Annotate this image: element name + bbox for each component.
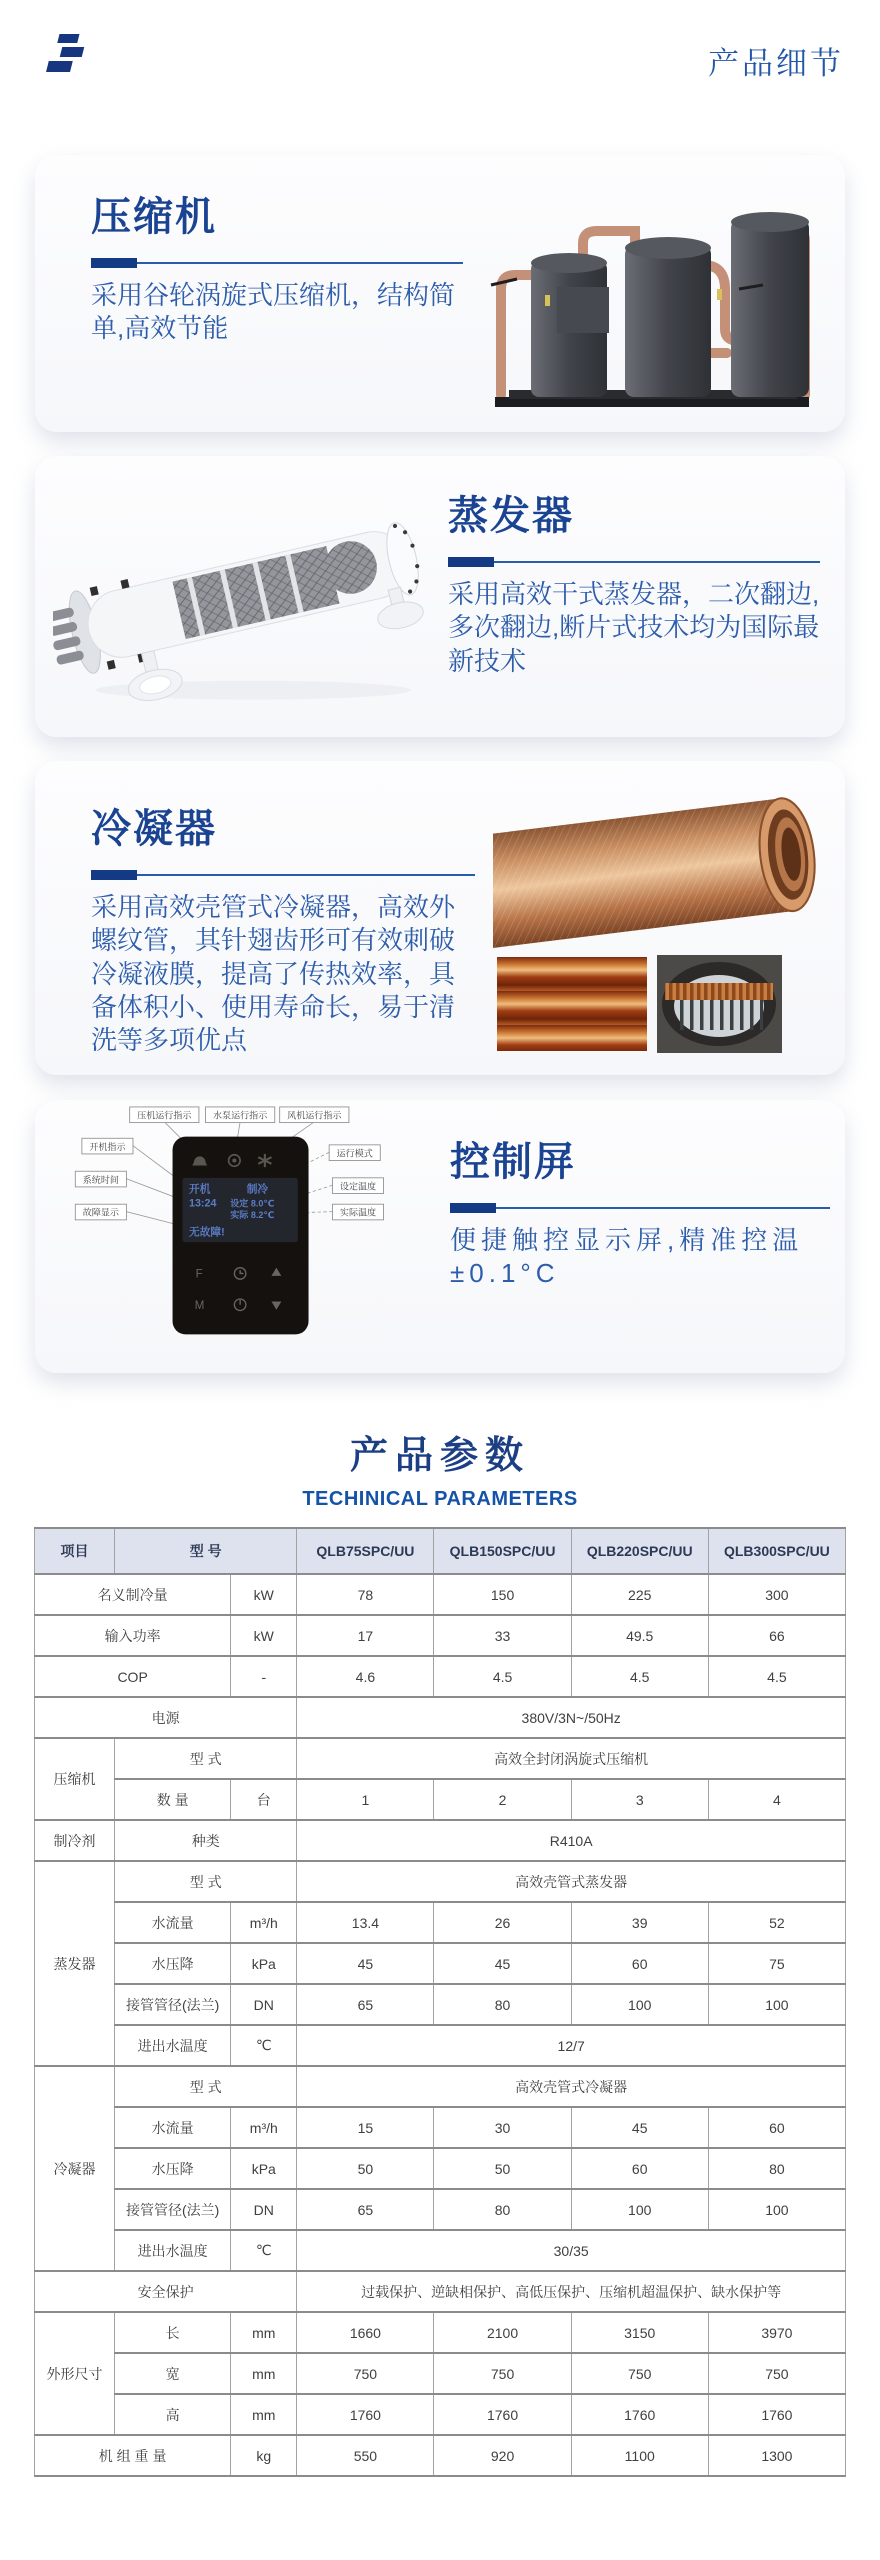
section-title-control: 控制屏 <box>450 1140 576 1184</box>
value-cell: 1760 <box>708 2394 845 2435</box>
top-bar <box>0 0 880 110</box>
screen-mode: 制冷 <box>246 1183 269 1196</box>
callout-fan-run: 风机运行指示 <box>287 1110 342 1121</box>
value-cell: 12/7 <box>297 2025 846 2066</box>
param-name-cell: 型 式 <box>115 1861 297 1902</box>
section-divider <box>91 262 463 264</box>
value-cell: 1660 <box>297 2312 434 2353</box>
unit-cell: kPa <box>231 1943 297 1984</box>
param-name-cell: 高 <box>115 2394 231 2435</box>
page-title: 产品细节 <box>708 46 844 81</box>
param-name-cell: 机 组 重 量 <box>35 2435 231 2476</box>
unit-cell: kW <box>231 1615 297 1656</box>
value-cell: 750 <box>297 2353 434 2394</box>
unit-cell: kW <box>231 1574 297 1615</box>
value-cell: 100 <box>571 2189 708 2230</box>
section-desc-evaporator: 采用高效干式蒸发器，二次翻边,多次翻边,断片式技术均为国际最新技术 <box>448 579 820 676</box>
value-cell: 33 <box>434 1615 571 1656</box>
value-cell: R410A <box>297 1820 846 1861</box>
value-cell: 2100 <box>434 2312 571 2353</box>
value-cell: 1760 <box>297 2394 434 2435</box>
table-row-evaporator-water-temp <box>35 2025 846 2066</box>
unit-cell: m³/h <box>231 1902 297 1943</box>
unit-cell: DN <box>231 1984 297 2025</box>
value-cell: 1 <box>297 1779 434 1820</box>
value-cell: 39 <box>571 1902 708 1943</box>
value-cell: 45 <box>297 1943 434 1984</box>
table-row-condenser-type <box>35 2066 846 2107</box>
screen-time: 13:24 <box>189 1197 217 1210</box>
callout-pump-run: 水泵运行指示 <box>212 1110 268 1121</box>
copper-tube-closeup-image <box>497 957 647 1051</box>
value-cell: 1760 <box>434 2394 571 2435</box>
param-name-cell: 接管管径(法兰) <box>115 2189 231 2230</box>
unit-cell: kg <box>231 2435 297 2476</box>
section-desc-control: 便捷触控显示屏,精准控温±0.1°C <box>450 1225 804 1289</box>
f-button: F <box>195 1268 203 1281</box>
value-cell: 750 <box>708 2353 845 2394</box>
section-desc-condenser: 采用高效壳管式冷凝器，高效外螺纹管，其针翅齿形可有效刺破冷凝液膜，提高了传热效率，具备体积小、使用寿命长，易于清洗等多项优点 <box>91 892 456 1056</box>
group-cell: 冷凝器 <box>35 2066 115 2271</box>
unit-cell: - <box>231 1656 297 1697</box>
value-cell: 225 <box>571 1574 708 1615</box>
unit-cell: ℃ <box>231 2230 297 2271</box>
value-cell: 45 <box>571 2107 708 2148</box>
value-cell: 80 <box>434 2189 571 2230</box>
unit-cell: ℃ <box>231 2025 297 2066</box>
value-cell: 100 <box>571 1984 708 2025</box>
value-cell: 52 <box>708 1902 845 1943</box>
value-cell: 高效壳管式冷凝器 <box>297 2066 846 2107</box>
brand-logo-icon <box>44 32 86 83</box>
param-name-cell: 进出水温度 <box>115 2025 231 2066</box>
evaporator-card <box>35 456 845 737</box>
table-row-compressor-qty <box>35 1779 846 1820</box>
value-cell: 15 <box>297 2107 434 2148</box>
header-cell: QLB220SPC/UU <box>571 1528 708 1574</box>
compressor-card <box>35 155 845 432</box>
table-row-dimension-length <box>35 2312 846 2353</box>
tube-end-view-image <box>657 955 782 1058</box>
value-cell: 高效全封闭涡旋式压缩机 <box>297 1738 846 1779</box>
value-cell: 4.5 <box>434 1656 571 1697</box>
value-cell: 150 <box>434 1574 571 1615</box>
screen-actual-temp: 实际 8.2℃ <box>230 1210 275 1221</box>
value-cell: 78 <box>297 1574 434 1615</box>
value-cell: 3970 <box>708 2312 845 2353</box>
value-cell: 17 <box>297 1615 434 1656</box>
value-cell: 30 <box>434 2107 571 2148</box>
value-cell: 45 <box>434 1943 571 1984</box>
parameters-title-cn: 产品参数 <box>349 1435 530 1477</box>
table-row-evaporator-pipe <box>35 1984 846 2025</box>
group-cell: 压缩机 <box>35 1738 115 1820</box>
callout-actual-temp: 实际温度 <box>339 1207 377 1218</box>
section-divider <box>450 1207 830 1209</box>
value-cell: 4.5 <box>571 1656 708 1697</box>
callout-power-on: 开机指示 <box>89 1141 126 1152</box>
param-name-cell: 名义制冷量 <box>35 1574 231 1615</box>
value-cell: 380V/3N~/50Hz <box>297 1697 846 1738</box>
value-cell: 750 <box>434 2353 571 2394</box>
value-cell: 1100 <box>571 2435 708 2476</box>
header-cell: 项目 <box>35 1528 115 1574</box>
table-row-cop <box>35 1656 846 1697</box>
table-header-row <box>35 1528 846 1574</box>
value-cell: 4.6 <box>297 1656 434 1697</box>
param-name-cell: 进出水温度 <box>115 2230 231 2271</box>
section-title-compressor: 压缩机 <box>91 195 217 239</box>
m-button: M <box>194 1299 205 1312</box>
header-cell: QLB150SPC/UU <box>434 1528 571 1574</box>
value-cell: 100 <box>708 1984 845 2025</box>
table-row-dimension-height <box>35 2394 846 2435</box>
value-cell: 80 <box>434 1984 571 2025</box>
param-name-cell: 数 量 <box>115 1779 231 1820</box>
parameters-title-en: TECHINICAL PARAMETERS <box>302 1488 578 1510</box>
table-row-compressor-type <box>35 1738 846 1779</box>
table-row-weight <box>35 2435 846 2476</box>
table-row-input-power <box>35 1615 846 1656</box>
section-divider <box>91 874 475 876</box>
param-name-cell: 接管管径(法兰) <box>115 1984 231 2025</box>
unit-cell: 台 <box>231 1779 297 1820</box>
table-row-power-supply <box>35 1697 846 1738</box>
screen-status: 开机 <box>189 1183 211 1196</box>
parameters-header <box>0 1424 880 1511</box>
param-name-cell: 水流量 <box>115 2107 231 2148</box>
value-cell: 60 <box>708 2107 845 2148</box>
section-desc-compressor: 采用谷轮涡旋式压缩机，结构简单,高效节能 <box>91 280 456 344</box>
value-cell: 高效壳管式蒸发器 <box>297 1861 846 1902</box>
value-cell: 60 <box>571 1943 708 1984</box>
callout-compressor-run: 压机运行指示 <box>137 1110 192 1121</box>
callout-set-temp: 设定温度 <box>339 1181 377 1192</box>
table-row-evaporator-flow <box>35 1902 846 1943</box>
condenser-tube-image <box>493 787 823 957</box>
table-row-condenser-pipe <box>35 2189 846 2230</box>
header-cell: 型 号 <box>115 1528 297 1574</box>
param-name-cell: 宽 <box>115 2353 231 2394</box>
value-cell: 100 <box>708 2189 845 2230</box>
unit-cell: m³/h <box>231 2107 297 2148</box>
table-row-cooling-capacity <box>35 1574 846 1615</box>
table-row-dimension-width <box>35 2353 846 2394</box>
value-cell: 80 <box>708 2148 845 2189</box>
param-name-cell: 水压降 <box>115 1943 231 1984</box>
value-cell: 550 <box>297 2435 434 2476</box>
value-cell: 3 <box>571 1779 708 1820</box>
value-cell: 1300 <box>708 2435 845 2476</box>
table-row-refrigerant <box>35 1820 846 1861</box>
section-title-evaporator: 蒸发器 <box>448 494 574 538</box>
screen-fault: 无故障! <box>189 1226 225 1239</box>
group-cell: 外形尺寸 <box>35 2312 115 2435</box>
table-row-condenser-water-temp <box>35 2230 846 2271</box>
value-cell: 30/35 <box>297 2230 846 2271</box>
group-cell: 制冷剂 <box>35 1820 115 1861</box>
param-name-cell: COP <box>35 1656 231 1697</box>
value-cell: 75 <box>708 1943 845 1984</box>
unit-cell: DN <box>231 2189 297 2230</box>
value-cell: 66 <box>708 1615 845 1656</box>
table-row-evaporator-type <box>35 1861 846 1902</box>
param-name-cell: 安全保护 <box>35 2271 297 2312</box>
value-cell: 13.4 <box>297 1902 434 1943</box>
condenser-card <box>35 761 845 1075</box>
spec-table <box>34 1527 846 2477</box>
table-row-condenser-flow <box>35 2107 846 2148</box>
control-card <box>35 1100 845 1373</box>
section-divider <box>448 561 820 563</box>
value-cell: 过载保护、逆缺相保护、高低压保护、压缩机超温保护、缺水保护等 <box>297 2271 846 2312</box>
table-row-evaporator-pressure-drop <box>35 1943 846 1984</box>
unit-cell: mm <box>231 2312 297 2353</box>
param-name-cell: 长 <box>115 2312 231 2353</box>
screen-set-temp: 设定 8.0℃ <box>230 1198 275 1209</box>
callout-run-mode: 运行模式 <box>336 1148 373 1159</box>
value-cell: 1760 <box>571 2394 708 2435</box>
value-cell: 4 <box>708 1779 845 1820</box>
value-cell: 49.5 <box>571 1615 708 1656</box>
param-name-cell: 种类 <box>115 1820 297 1861</box>
control-panel-image <box>57 1102 387 1379</box>
unit-cell: mm <box>231 2394 297 2435</box>
compressor-image <box>487 169 817 419</box>
value-cell: 26 <box>434 1902 571 1943</box>
unit-cell: kPa <box>231 2148 297 2189</box>
param-name-cell: 电源 <box>35 1697 297 1738</box>
callout-fault-display: 故障显示 <box>82 1207 119 1218</box>
param-name-cell: 水流量 <box>115 1902 231 1943</box>
value-cell: 60 <box>571 2148 708 2189</box>
evaporator-image <box>53 464 443 732</box>
value-cell: 920 <box>434 2435 571 2476</box>
table-row-safety <box>35 2271 846 2312</box>
param-name-cell: 型 式 <box>115 2066 297 2107</box>
value-cell: 4.5 <box>708 1656 845 1697</box>
value-cell: 300 <box>708 1574 845 1615</box>
header-cell: QLB300SPC/UU <box>708 1528 845 1574</box>
value-cell: 3150 <box>571 2312 708 2353</box>
param-name-cell: 水压降 <box>115 2148 231 2189</box>
value-cell: 750 <box>571 2353 708 2394</box>
section-title-condenser: 冷凝器 <box>91 807 217 851</box>
header-cell: QLB75SPC/UU <box>297 1528 434 1574</box>
value-cell: 50 <box>297 2148 434 2189</box>
value-cell: 65 <box>297 1984 434 2025</box>
unit-cell: mm <box>231 2353 297 2394</box>
group-cell: 蒸发器 <box>35 1861 115 2066</box>
callout-system-time: 系统时间 <box>82 1174 119 1185</box>
table-row-condenser-pressure-drop <box>35 2148 846 2189</box>
value-cell: 50 <box>434 2148 571 2189</box>
value-cell: 65 <box>297 2189 434 2230</box>
param-name-cell: 型 式 <box>115 1738 297 1779</box>
param-name-cell: 输入功率 <box>35 1615 231 1656</box>
value-cell: 2 <box>434 1779 571 1820</box>
